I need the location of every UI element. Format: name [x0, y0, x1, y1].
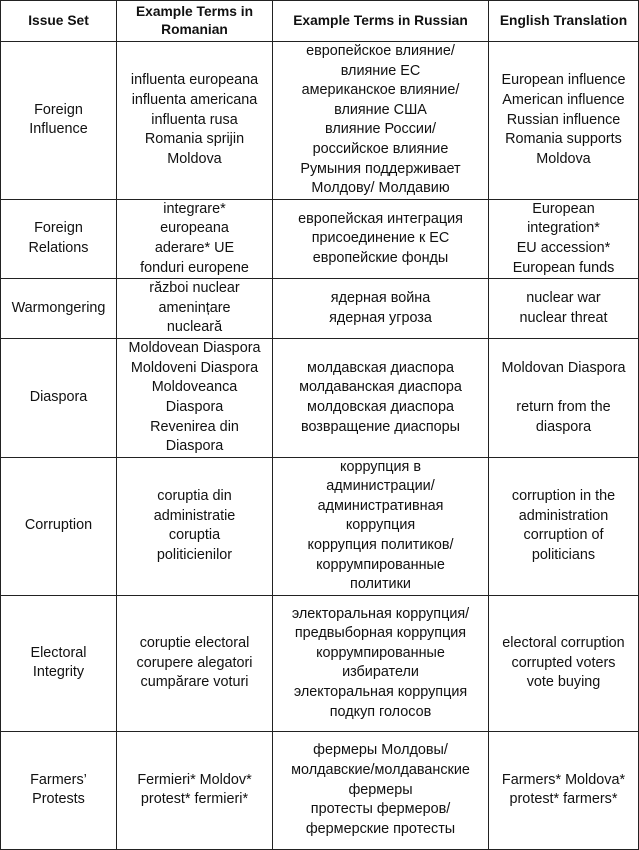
- cell-line: европейская интеграция: [298, 210, 463, 227]
- issue-cell: [1, 457, 117, 595]
- cell-line: коррупция: [345, 517, 416, 534]
- cell-line: Influence: [29, 121, 88, 138]
- cell-line: Romania sprijin: [144, 131, 245, 148]
- russian-terms-cell: [273, 199, 489, 278]
- english-translation-cell: [489, 339, 639, 458]
- cell-line: Relations: [28, 239, 89, 256]
- cell-line: Moldovan Diaspora: [501, 359, 626, 376]
- cell-line: corrupted voters: [511, 654, 616, 671]
- cell-line: избиратели: [342, 664, 419, 681]
- cell-line: Fermieri* Moldov*: [137, 771, 252, 788]
- cell-line: ядерная война: [330, 290, 431, 307]
- cell-line: fonduri europene: [140, 259, 249, 276]
- english-translation-cell: [489, 457, 639, 595]
- cell-line: nucleară: [166, 319, 223, 336]
- cell-line: Electoral: [30, 644, 87, 661]
- russian-terms-cell: [273, 279, 489, 339]
- cell-line: электоральная коррупция/: [291, 605, 470, 622]
- cell-line: коррупция политиков/: [307, 537, 454, 554]
- cell-line: return from the: [516, 398, 611, 415]
- cell-line: EU accession*: [516, 239, 611, 256]
- cell-line: [492, 378, 635, 398]
- table-row: [1, 339, 639, 458]
- cell-line: influenta americana: [131, 91, 258, 108]
- table-row: [1, 731, 639, 849]
- cell-line: Protests: [32, 791, 85, 808]
- cell-line: corupere alegatori: [136, 654, 253, 671]
- cell-line: integration*: [527, 220, 600, 237]
- cell-line: молдаванская диаспора: [299, 379, 462, 396]
- cell-line: европейские фонды: [312, 249, 449, 266]
- russian-terms-cell: [273, 339, 489, 458]
- table-row: [1, 199, 639, 278]
- russian-terms-cell: [273, 457, 489, 595]
- cell-line: politicienilor: [156, 546, 233, 563]
- cell-line: corruption in the: [511, 488, 616, 505]
- cell-line: коррумпированные: [316, 644, 445, 661]
- cell-line: влияние ЕС: [340, 62, 421, 79]
- table-row: [1, 457, 639, 595]
- english-translation-cell: [489, 595, 639, 731]
- cell-line: протесты фермеров/: [310, 801, 451, 818]
- cell-line: administratie: [153, 507, 236, 524]
- cell-line: cumpărare voturi: [140, 674, 249, 691]
- cell-line: război nuclear: [149, 280, 240, 297]
- cell-line: Moldoveni Diaspora: [130, 359, 259, 376]
- cell-line: фермеры Молдовы/: [313, 742, 448, 759]
- cell-line: integrare*: [163, 200, 226, 217]
- cell-line: ядерная угроза: [329, 309, 432, 326]
- cell-line: возвращение диаспоры: [300, 418, 461, 435]
- cell-line: администрации/: [326, 478, 435, 495]
- cell-line: electoral corruption: [502, 634, 625, 651]
- cell-line: nuclear threat: [519, 309, 608, 326]
- cell-line: Румыния поддерживает: [300, 160, 461, 177]
- cell-line: Diaspora: [165, 398, 224, 415]
- cell-line: European influence: [501, 72, 626, 89]
- cell-line: фермеры: [348, 781, 413, 798]
- romanian-terms-cell: [117, 457, 273, 595]
- cell-line: Diaspora: [165, 438, 224, 455]
- cell-line: influenta europeana: [130, 72, 259, 89]
- issue-cell: [1, 279, 117, 339]
- issue-cell: [1, 339, 117, 458]
- cell-line: американское влияние/: [301, 82, 460, 99]
- table-row: [1, 279, 639, 339]
- cell-line: Revenirea din: [150, 418, 239, 435]
- russian-terms-cell: [273, 731, 489, 849]
- cell-line: российское влияние: [312, 140, 449, 157]
- cell-line: diaspora: [535, 418, 592, 435]
- english-translation-cell: [489, 731, 639, 849]
- english-translation-cell: [489, 42, 639, 200]
- cell-line: административная: [317, 497, 444, 514]
- cell-line: Moldova: [536, 150, 591, 167]
- header-issue-set: Issue Set: [1, 1, 117, 42]
- cell-line: aderare* UE: [154, 239, 235, 256]
- cell-line: American influence: [502, 91, 625, 108]
- issue-cell: [1, 595, 117, 731]
- issue-cell: [1, 199, 117, 278]
- cell-line: Farmers’: [30, 771, 87, 788]
- romanian-terms-cell: [117, 42, 273, 200]
- romanian-terms-cell: [117, 595, 273, 731]
- header-romanian: Example Terms in Romanian: [117, 1, 273, 42]
- cell-line: подкуп голосов: [329, 703, 432, 720]
- cell-line: влияние США: [334, 101, 427, 118]
- cell-line: coruptie electoral: [139, 634, 250, 651]
- cell-line: vote buying: [526, 674, 601, 691]
- cell-line: Integrity: [32, 664, 85, 681]
- cell-line: политики: [350, 576, 411, 593]
- cell-line: молдовская диаспора: [307, 398, 454, 415]
- cell-line: European funds: [512, 259, 615, 276]
- cell-line: коррумпированные: [316, 556, 445, 573]
- russian-terms-cell: [273, 42, 489, 200]
- romanian-terms-cell: [117, 279, 273, 339]
- cell-line: European: [532, 200, 595, 217]
- cell-line: влияние России/: [325, 121, 436, 138]
- cell-line: Russian influence: [506, 111, 621, 128]
- issue-cell: [1, 731, 117, 849]
- russian-terms-cell: [273, 595, 489, 731]
- cell-line: Moldovean Diaspora: [128, 340, 261, 357]
- romanian-terms-cell: [117, 199, 273, 278]
- cell-line: Moldoveanca: [151, 379, 238, 396]
- cell-line: protest* farmers*: [509, 791, 618, 808]
- cell-line: предвыборная коррупция: [294, 625, 467, 642]
- cell-line: Foreign: [34, 101, 83, 118]
- cell-line: Moldova: [167, 150, 222, 167]
- cell-line: nuclear war: [526, 290, 601, 307]
- cell-line: европейское влияние/: [306, 43, 455, 59]
- header-russian: Example Terms in Russian: [273, 1, 489, 42]
- cell-line: фермерские протесты: [305, 820, 456, 837]
- header-row: [1, 1, 639, 42]
- table-row: [1, 595, 639, 731]
- cell-line: coruptia: [168, 527, 221, 544]
- cell-line: europeana: [160, 220, 229, 237]
- cell-line: protest* fermieri*: [140, 791, 249, 808]
- cell-line: Corruption: [24, 517, 93, 534]
- cell-line: Foreign: [34, 220, 83, 237]
- cell-line: электоральная коррупция: [293, 683, 468, 700]
- cell-line: присоединение к ЕС: [311, 230, 450, 247]
- cell-line: corruption of: [523, 527, 604, 544]
- romanian-terms-cell: [117, 731, 273, 849]
- cell-line: coruptia din: [157, 488, 232, 505]
- cell-line: молдавская диаспора: [307, 359, 454, 376]
- cell-line: amenințare: [158, 299, 231, 316]
- english-translation-cell: [489, 199, 639, 278]
- cell-line: Farmers* Moldova*: [501, 771, 626, 788]
- header-english: English Translation: [489, 1, 639, 42]
- cell-line: коррупция в: [339, 458, 421, 475]
- romanian-terms-cell: [117, 339, 273, 458]
- cell-line: administration: [518, 507, 609, 524]
- cell-line: influenta rusa: [151, 111, 238, 128]
- cell-line: Romania supports: [505, 131, 622, 148]
- english-translation-cell: [489, 279, 639, 339]
- table-row: [1, 42, 639, 200]
- cell-line: Diaspora: [29, 389, 88, 406]
- cell-line: politicians: [531, 546, 596, 563]
- cell-line: молдавские/молдаванские: [291, 761, 470, 778]
- cell-line: Warmongering: [11, 299, 106, 316]
- cell-line: Молдову/ Молдавию: [311, 180, 450, 197]
- issue-cell: [1, 42, 117, 200]
